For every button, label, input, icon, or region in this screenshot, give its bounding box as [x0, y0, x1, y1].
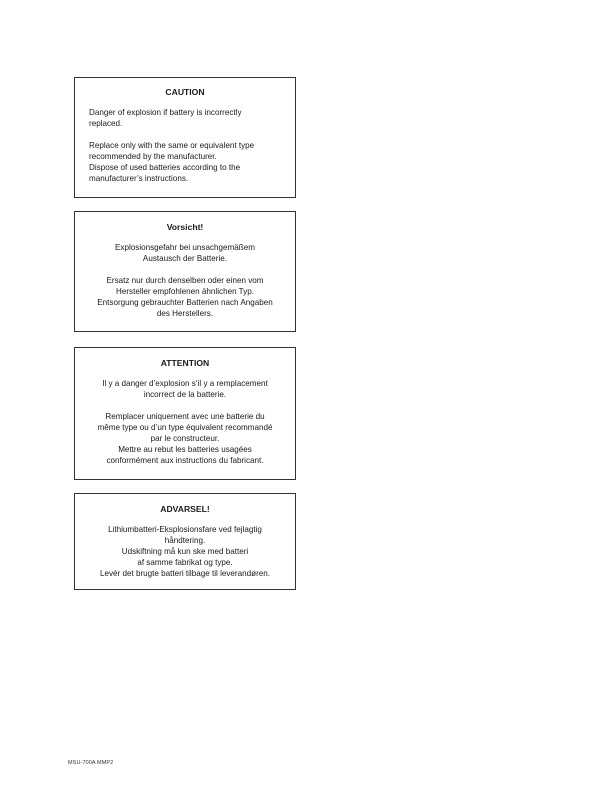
footer-model-code: MSU-700A MMP2 [68, 760, 114, 766]
caution-line: håndtering. [164, 536, 206, 545]
caution-text-danish [75, 524, 295, 579]
caution-line: replaced. [89, 119, 123, 128]
caution-line: Danger of explosion if battery is incorrectly [89, 108, 242, 117]
caution-title-danish: ADVARSEL! [160, 504, 210, 514]
caution-line: Levér det brugte batteri tilbage til leverandøren. [99, 569, 271, 578]
caution-line: manufacturer’s instructions. [89, 174, 189, 183]
caution-title-french: ATTENTION [160, 358, 210, 368]
caution-line: Hersteller empfohlenen ähnlichen Typ. [116, 287, 254, 296]
caution-line: conformément aux instructions du fabricant. [106, 456, 264, 465]
caution-title-english: CAUTION [165, 87, 205, 97]
caution-line: Udskiftning må kun ske med batteri [121, 547, 249, 556]
caution-title-german: Vorsicht! [166, 222, 204, 232]
caution-text-german [75, 242, 295, 319]
caution-line: Remplacer uniquement avec une batterie du [105, 412, 265, 421]
caution-line: af samme fabrikat og type. [137, 558, 233, 567]
caution-line: Ersatz nur durch denselben oder einen vom [106, 276, 264, 285]
caution-line: même type ou d’un type équivalent recommandé [97, 423, 273, 432]
caution-line: Il y a danger d’explosion s’il y a remplacement [102, 379, 268, 388]
caution-line: des Herstellers. [156, 309, 214, 318]
caution-text-english [75, 107, 295, 184]
caution-line: Explosionsgefahr bei unsachgemäßem [115, 243, 255, 252]
caution-line: Dispose of used batteries according to the [89, 163, 241, 172]
caution-line: recommended by the manufacturer. [89, 152, 217, 161]
caution-line: par le constructeur. [150, 434, 220, 443]
caution-line: Lithiumbatteri-Eksplosionsfare ved fejlagtig [108, 525, 262, 534]
caution-box-english [74, 77, 296, 198]
caution-text-french [75, 378, 295, 466]
caution-line: incorrect de la batterie. [143, 390, 227, 399]
caution-box-french [74, 347, 296, 480]
caution-box-danish [74, 493, 296, 590]
caution-line: Replace only with the same or equivalent type [89, 141, 255, 150]
caution-box-german [74, 211, 296, 332]
caution-line: Mettre au rebut les batteries usagées [118, 445, 252, 454]
caution-line: Entsorgung gebrauchter Batterien nach Angaben [97, 298, 273, 307]
caution-line: Austausch der Batterie. [142, 254, 228, 263]
